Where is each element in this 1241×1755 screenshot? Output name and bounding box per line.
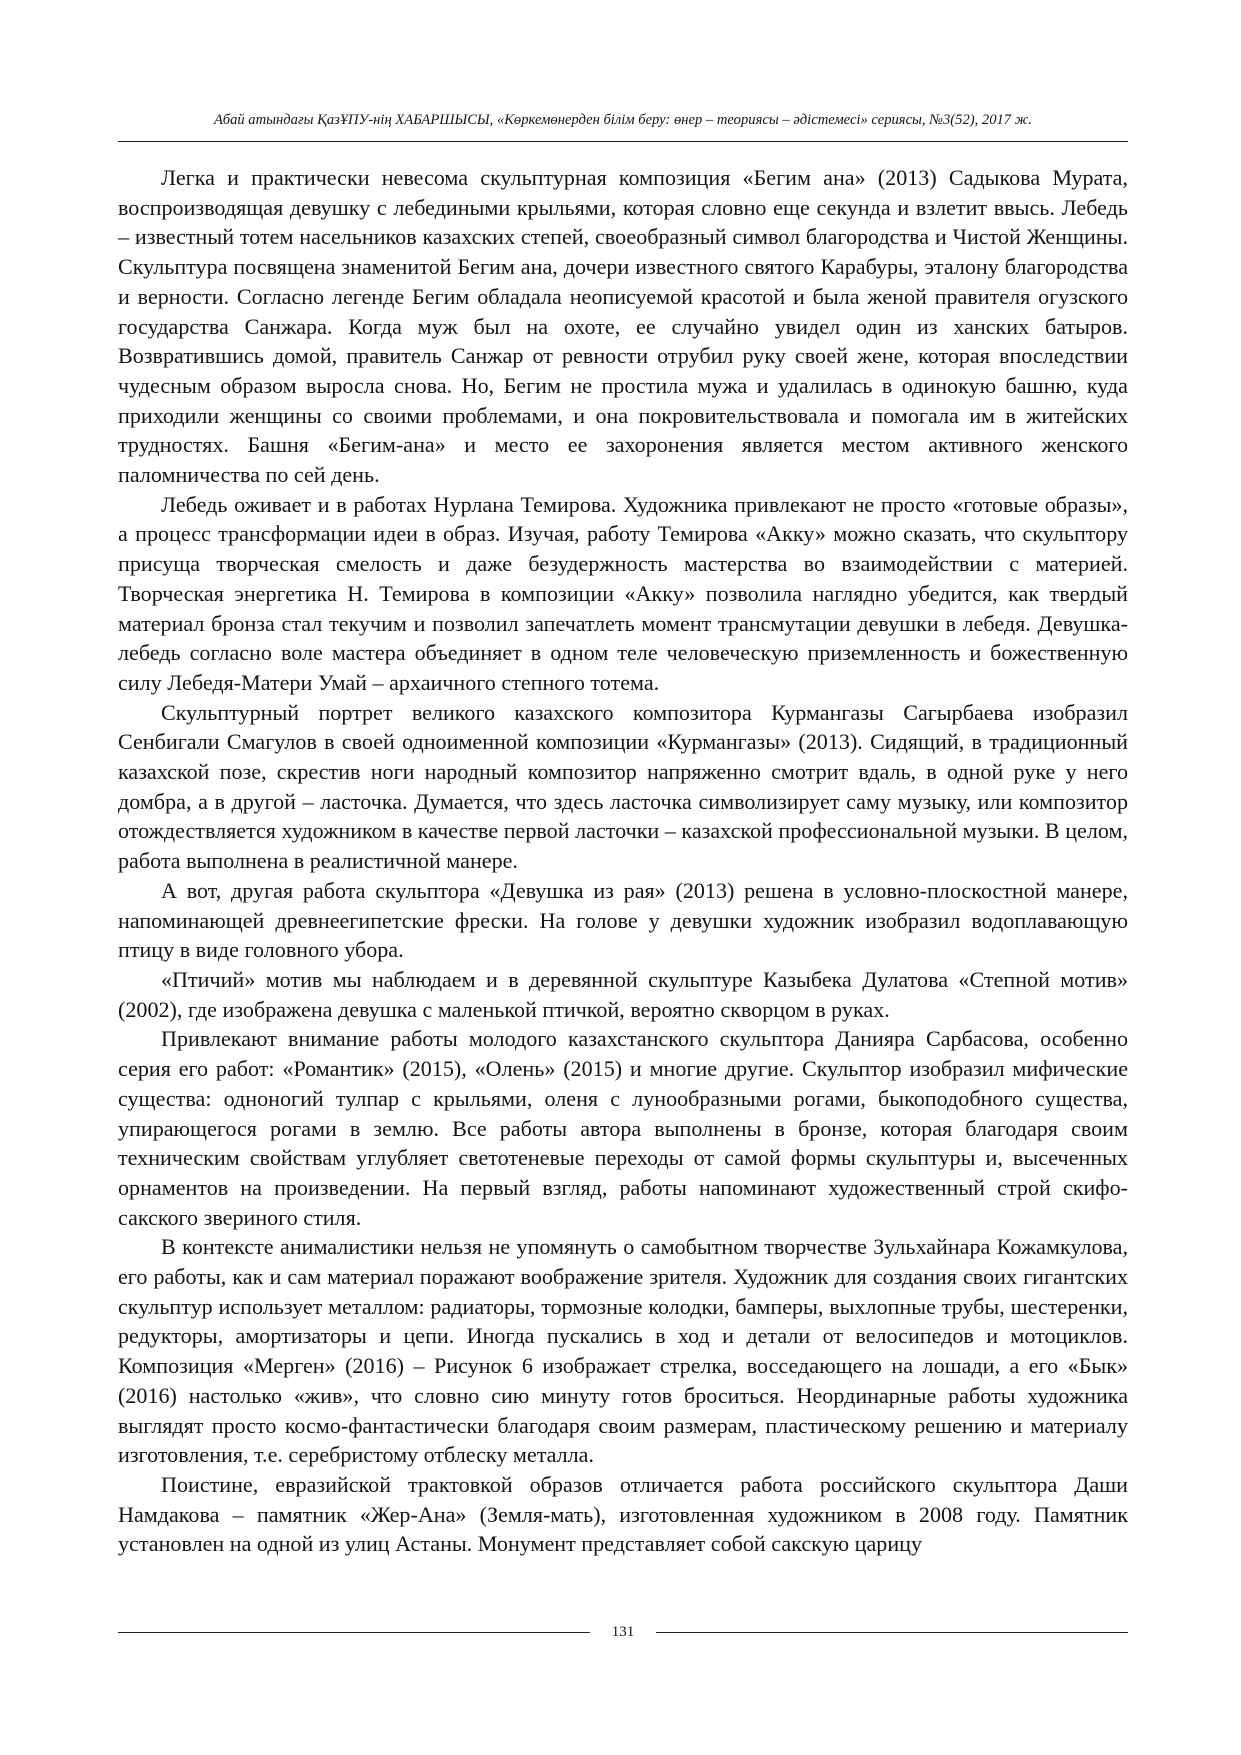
paragraph: Скульптурный портрет великого казахского композитора Курмангазы Сагырбаева изобразил Сенбигали Смагулов в своей одноименной композиции «Курмангазы» (2013). Сидящий, в традиционный казахской позе, скрестив ноги народный композитор напряженно смотрит вдаль, в одной руке у него домбра, а в другой – ласточка. Думается, что здесь ласточка символизирует саму музыку, или композитор отождествляется художником в качестве первой ласточки – казахской профессиональной музыки. В целом, работа выполнена в реалистичной манере. xyxy=(118,699,1128,874)
footer-divider-left xyxy=(118,1632,590,1633)
page-number: 131 xyxy=(611,1624,635,1640)
footer-divider-right xyxy=(656,1632,1128,1633)
paragraph: Привлекают внимание работы молодого казахстанского скульптора Данияра Сарбасова, особенно серия его работ: «Романтик» (2015), «Олень» (2015) и многие другие. Скульптор изобразил мифические существа: одноногий тулпар с крыльями, оленя с лунообразными рогами, быкоподобного существа, упирающегося рогами в землю. Все работы автора выполнены в бронзе, которая благодаря своим техническим свойствам углубляет светотеневые переходы от самой формы скульптуры и, высеченных орнаментов на произведении. На первый взгляд, работы напоминают художественный строй скифо-сакского звериного стиля. xyxy=(118,1026,1128,1230)
paragraph: Поистине, евразийской трактовкой образов отличается работа российского скульптора Даши Намдакова – памятник «Жер-Ана» (Земля-мать), изготовленная художником в 2008 году. Памятник установлен на одной из улиц Астаны. Монумент представляет собой сакскую царицу xyxy=(118,1471,1128,1557)
paragraph: «Птичий» мотив мы наблюдаем и в деревянной скульптуре Казыбека Дулатова «Степной мотив» (2002), где изображена девушка с маленькой птичкой, вероятно скворцом в руках. xyxy=(118,966,1128,1022)
paragraph: Легка и практически невесома скульптурная композиция «Бегим ана» (2013) Садыкова Мурата, воспроизводящая девушку с лебедиными крыльями, которая словно еще секунда и взлетит ввысь. Лебедь – известный тотем насельников казахских степей, своеобразный символ благородства и Чистой Женщины. Скульптура посвящена знаменитой Бегим ана, дочери известного святого Карабуры, эталону благородства и верности. Согласно легенде Бегим обладала неописуемой красотой и была женой правителя огузского государства Санжара. Когда муж был на охоте, ее случайно увидел один из ханских батыров. Возвратившись домой, правитель Санжар от ревности отрубил руку своей жене, которая впоследствии чудесным образом выросла снова. Но, Бегим не простила мужа и удалилась в одинокую башню, куда приходили женщины со своими проблемами, и она покровительствовала и помогала им в житейских трудностях. Башня «Бегим-ана» и место ее захоронения является местом активного женского паломничества по сей день. xyxy=(118,165,1128,488)
paragraph: А вот, другая работа скульптора «Девушка из рая» (2013) решена в условно-плоскостной манере, напоминающей древнеегипетские фрески. На голове у девушки художник изобразил водоплавающую птицу в виде головного убора. xyxy=(118,877,1128,963)
paragraph: В контексте анималистики нельзя не упомянуть о самобытном творчестве Зульхайнара Кожамкулова, его работы, как и сам материал поражают воображение зрителя. Художник для создания своих гигантских скульптур использует металлом: радиаторы, тормозные колодки, бамперы, выхлопные трубы, шестеренки, редукторы, амортизаторы и цепи. Иногда пускались в ход и детали от велосипедов и мотоциклов. Композиция «Мерген» (2016) – Рисунок 6 изображает стрелка, восседающего на лошади, а его «Бык» (2016) настолько «жив», что словно сию минуту готов броситься. Неординарные работы художника выглядят просто космо-фантастически благодаря своим размерам, пластическому решению и материалу изготовления, т.е. серебристому отблеску металла. xyxy=(118,1234,1128,1468)
paragraph: Лебедь оживает и в работах Нурлана Темирова. Художника привлекают не просто «готовые образы», а процесс трансформации идеи в образ. Изучая, работу Темирова «Акку» можно сказать, что скульптору присуща творческая смелость и даже безудержность мастерства во взаимодействии с материей. Творческая энергетика Н. Темирова в композиции «Акку» позволила наглядно убедится, как твердый материал бронза стал текучим и позволил запечатлеть момент трансмутации девушки в лебедя. Девушка-лебедь согласно воле мастера объединяет в одном теле человеческую приземленность и божественную силу Лебедя-Матери Умай – архаичного степного тотема. xyxy=(118,491,1128,695)
article-body xyxy=(118,163,1128,1559)
header-divider xyxy=(118,141,1128,142)
running-header: Абай атындағы ҚазҰПУ-нің ХАБАРШЫСЫ, «Көркемөнерден білім беру: өнер – теориясы – әдістемесі» сериясы, №3(52), 2017 ж. xyxy=(214,112,1032,128)
page-footer xyxy=(118,1620,1128,1644)
